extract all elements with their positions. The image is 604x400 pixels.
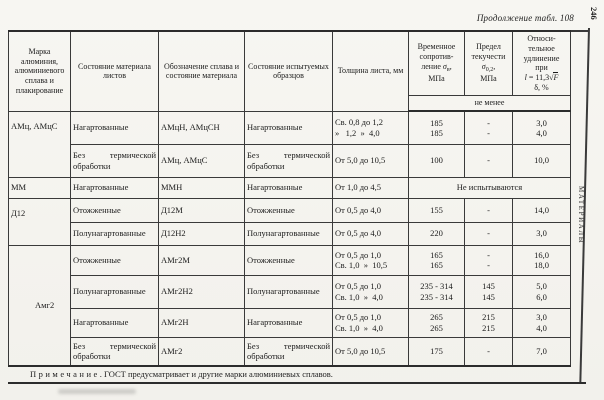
- cell-elongation: 7,0: [513, 337, 571, 366]
- cell-thickness: От 0,5 до 1,0 Св. 1,0 » 10,5: [333, 245, 409, 275]
- cell-tensile: 220: [409, 222, 465, 245]
- cell-specimen-state: Без термической обработки: [245, 337, 333, 366]
- cell-yield: 145 145: [465, 275, 513, 308]
- table-row: [9, 337, 571, 366]
- header-line: сопротив-: [419, 52, 454, 62]
- cell-tensile: 155: [409, 198, 465, 222]
- cell-specimen-state: Отожженные: [245, 245, 333, 275]
- header-line: МПа: [428, 74, 445, 84]
- header-line: Предел: [476, 42, 501, 52]
- table-header-row: [9, 31, 571, 95]
- cell-tensile: 165 165: [409, 245, 465, 275]
- header-line: Относи-: [527, 34, 556, 43]
- bottom-rule: [8, 382, 586, 384]
- cell-brand: Амг2: [9, 245, 71, 366]
- cell-sheet-state: Отожженные: [71, 245, 159, 275]
- cell-specimen-state: Полунагартованные: [245, 275, 333, 308]
- elongation-formula: l = 11,3√F: [524, 73, 559, 82]
- header-line: Временное: [417, 42, 456, 52]
- table-row: [9, 222, 571, 245]
- cell-elongation: 3,0: [513, 222, 571, 245]
- materials-table: [8, 30, 571, 367]
- header-line: $\sigma_{0,2}$,: [481, 61, 496, 73]
- cell-alloy: АМц, АМцС: [159, 144, 245, 177]
- header-line: МПа: [480, 74, 497, 84]
- cell-sheet-state: Полунагартованные: [71, 275, 159, 308]
- cell-elongation: 3,0 4,0: [513, 308, 571, 337]
- cell-thickness: От 0,5 до 4,0: [333, 198, 409, 222]
- header-elongation: [513, 31, 571, 95]
- cell-thickness: От 0,5 до 1,0 Св. 1,0 » 4,0: [333, 308, 409, 337]
- cell-yield: -: [465, 144, 513, 177]
- table-footnote: [30, 369, 333, 379]
- cell-alloy: ММН: [159, 177, 245, 198]
- cell-thickness: От 5,0 до 10,5: [333, 144, 409, 177]
- table-row: [9, 177, 571, 198]
- cell-alloy: Д12Н2: [159, 222, 245, 245]
- header-specimen-state: Состояние испытуемых образцов: [245, 31, 333, 111]
- cell-alloy: АМг2Н: [159, 308, 245, 337]
- cell-brand: АМц, АМцС: [9, 111, 71, 177]
- table-row: [9, 144, 571, 177]
- cell-specimen-state: Нагартованные: [245, 177, 333, 198]
- cell-sheet-state: Нагартованные: [71, 111, 159, 144]
- table-row: [9, 111, 571, 144]
- cell-sheet-state: Без термической обработки: [71, 337, 159, 366]
- cell-elongation: 3,0 4,0: [513, 111, 571, 144]
- cell-tensile: 235 - 314 235 - 314: [409, 275, 465, 308]
- cell-tensile: 175: [409, 337, 465, 366]
- cell-alloy: Д12М: [159, 198, 245, 222]
- header-line: при: [535, 63, 548, 73]
- cell-yield: -: [465, 337, 513, 366]
- header-line: удлинение: [523, 53, 560, 63]
- cell-thickness: Св. 0,8 до 1,2 » 1,2 » 4,0: [333, 111, 409, 144]
- cell-yield: - -: [465, 111, 513, 144]
- cell-specimen-state: Полунагартованные: [245, 222, 333, 245]
- header-brand: Марка алюминия, алюминиевого сплава и плакирование: [9, 31, 71, 111]
- cell-specimen-state: Отожженные: [245, 198, 333, 222]
- cell-thickness: От 0,5 до 1,0 Св. 1,0 » 4,0: [333, 275, 409, 308]
- cell-tensile: 100: [409, 144, 465, 177]
- header-yield-strength: [465, 31, 513, 95]
- table-continuation-caption: Продолжение табл. 108: [476, 13, 574, 23]
- cell-tensile: 185 185: [409, 111, 465, 144]
- cell-elongation: 14,0: [513, 198, 571, 222]
- cell-sheet-state: Отожженные: [71, 198, 159, 222]
- table-row: [9, 275, 571, 308]
- cell-sheet-state: Полунагартованные: [71, 222, 159, 245]
- header-sheet-state: Состояние материала листов: [71, 31, 159, 111]
- cell-brand: Д12: [9, 198, 71, 245]
- subheader-not-less-than: не менее: [409, 95, 571, 111]
- cell-sheet-state: Нагартованные: [71, 308, 159, 337]
- table-row: [9, 198, 571, 222]
- cell-alloy: АМг2: [159, 337, 245, 366]
- cell-brand: ММ: [9, 177, 71, 198]
- cell-tensile: 265 265: [409, 308, 465, 337]
- cell-alloy: АМцН, АМцСН: [159, 111, 245, 144]
- cell-elongation: 16,0 18,0: [513, 245, 571, 275]
- cell-thickness: От 0,5 до 4,0: [333, 222, 409, 245]
- footnote-separator: .: [99, 369, 105, 379]
- cell-yield: -: [465, 222, 513, 245]
- page-number: 246: [589, 7, 599, 20]
- cell-alloy: АМг2М: [159, 245, 245, 275]
- header-thickness: Толщина листа, мм: [333, 31, 409, 111]
- margin-section-label: МАТЕРИАЛЫ: [577, 186, 585, 245]
- header-tensile-strength: [409, 31, 465, 95]
- cell-sheet-state: Без термической обработки: [71, 144, 159, 177]
- cell-elongation: 10,0: [513, 144, 571, 177]
- cell-thickness: От 5,0 до 10,5: [333, 337, 409, 366]
- cell-specimen-state: Нагартованные: [245, 111, 333, 144]
- header-line: ление $\sigma_в$,: [421, 61, 452, 73]
- cell-sheet-state: Нагартованные: [71, 177, 159, 198]
- cell-yield: 215 215: [465, 308, 513, 337]
- cell-specimen-state: Нагартованные: [245, 308, 333, 337]
- cell-thickness: От 1,0 до 4,5: [333, 177, 409, 198]
- cell-elongation: 5,0 6,0: [513, 275, 571, 308]
- cell-not-tested: Не испытываются: [409, 177, 571, 198]
- footnote-label: Примечание: [30, 369, 100, 379]
- footnote-text: ГОСТ предусматривает и другие марки алюминиевых сплавов.: [104, 369, 333, 379]
- print-through-artifact: [58, 389, 136, 394]
- table-row: [9, 308, 571, 337]
- header-line: тельное: [528, 43, 555, 53]
- cell-alloy: АМг2Н2: [159, 275, 245, 308]
- cell-yield: -: [465, 198, 513, 222]
- cell-yield: - -: [465, 245, 513, 275]
- header-line: текучести: [471, 52, 506, 62]
- table-row: [9, 245, 571, 275]
- header-alloy: Обозначение сплава и состояние материала: [159, 31, 245, 111]
- cell-specimen-state: Без термической обработки: [245, 144, 333, 177]
- header-line: δ, %: [534, 82, 549, 92]
